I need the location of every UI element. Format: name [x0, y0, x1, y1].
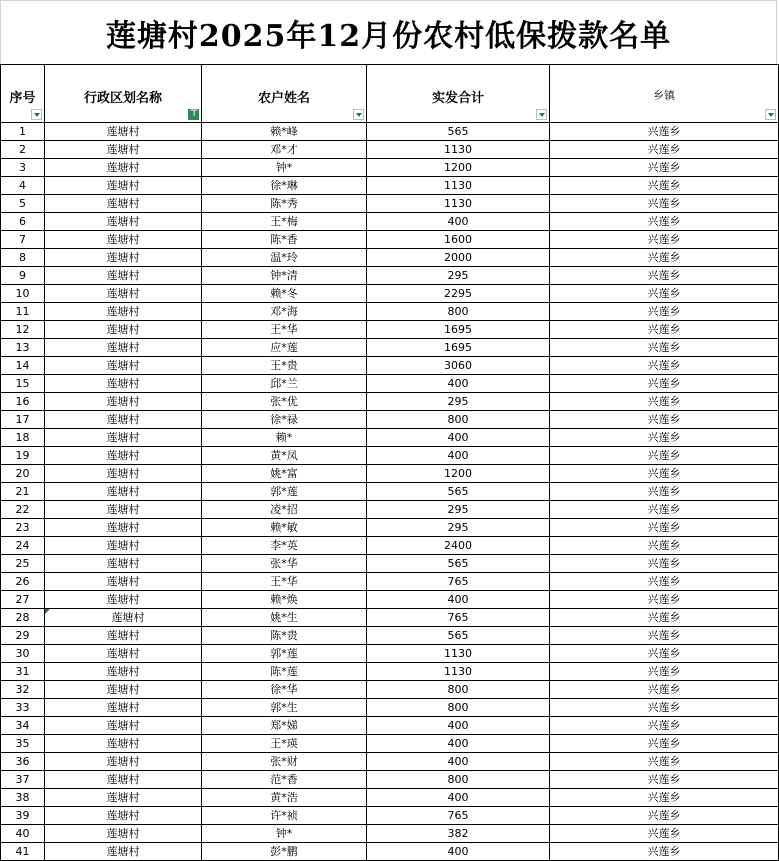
cell-name[interactable]: 张*财 [202, 753, 367, 771]
cell-name[interactable]: 温*玲 [202, 249, 367, 267]
table-row [1, 411, 779, 429]
cell-town[interactable]: 兴莲乡 [550, 429, 779, 447]
table-row [1, 789, 779, 807]
cell-region[interactable]: 莲塘村 [45, 249, 202, 267]
cell-amount[interactable]: 400 [367, 429, 550, 447]
cell-region[interactable]: 莲塘村 [45, 717, 202, 735]
cell-index[interactable]: 27 [1, 591, 45, 609]
cell-name[interactable]: 邱*兰 [202, 375, 367, 393]
cell-index[interactable]: 21 [1, 483, 45, 501]
cell-index[interactable]: 4 [1, 177, 45, 195]
cell-index[interactable]: 32 [1, 681, 45, 699]
cell-name[interactable]: 徐*华 [202, 681, 367, 699]
cell-region[interactable]: 莲塘村 [45, 429, 202, 447]
cell-town[interactable]: 兴莲乡 [550, 735, 779, 753]
cell-region[interactable]: 莲塘村 [45, 573, 202, 591]
cell-amount[interactable]: 400 [367, 717, 550, 735]
cell-town[interactable]: 兴莲乡 [550, 627, 779, 645]
cell-index[interactable]: 12 [1, 321, 45, 339]
cell-index[interactable]: 7 [1, 231, 45, 249]
cell-town[interactable]: 兴莲乡 [550, 231, 779, 249]
cell-town[interactable]: 兴莲乡 [550, 447, 779, 465]
table-row [1, 375, 779, 393]
cell-index[interactable]: 9 [1, 267, 45, 285]
cell-town[interactable]: 兴莲乡 [550, 717, 779, 735]
cell-index[interactable]: 15 [1, 375, 45, 393]
cell-region[interactable]: 莲塘村 [45, 789, 202, 807]
table-row [1, 555, 779, 573]
cell-name[interactable]: 姚*生 [202, 609, 367, 627]
table-row [1, 231, 779, 249]
cell-region[interactable]: 莲塘村 [45, 231, 202, 249]
cell-region[interactable]: 莲塘村 [45, 807, 202, 825]
funnel-icon: ⊤ [190, 109, 199, 119]
cell-region[interactable]: 莲塘村 [45, 537, 202, 555]
cell-amount[interactable]: 400 [367, 375, 550, 393]
cell-name[interactable]: 王*贵 [202, 357, 367, 375]
cell-town[interactable]: 兴莲乡 [550, 771, 779, 789]
table-row [1, 717, 779, 735]
cell-town[interactable]: 兴莲乡 [550, 681, 779, 699]
cell-region[interactable]: 莲塘村 [45, 519, 202, 537]
cell-name[interactable]: 彭*鹏 [202, 843, 367, 861]
table-row [1, 627, 779, 645]
cell-name[interactable]: 钟* [202, 825, 367, 843]
cell-region[interactable]: 莲塘村 [45, 285, 202, 303]
table-row [1, 141, 779, 159]
sheet-title: 莲塘村2025年12月份农村低保拨款名单 [0, 0, 777, 64]
cell-index[interactable]: 6 [1, 213, 45, 231]
cell-amount[interactable]: 1130 [367, 177, 550, 195]
header-label: 序号 [9, 91, 36, 106]
cell-amount[interactable]: 565 [367, 627, 550, 645]
cell-name[interactable]: 郑*娣 [202, 717, 367, 735]
cell-index[interactable]: 29 [1, 627, 45, 645]
cell-name[interactable]: 陈*莲 [202, 663, 367, 681]
cell-amount[interactable]: 2000 [367, 249, 550, 267]
cell-town[interactable]: 兴莲乡 [550, 573, 779, 591]
table-body [1, 123, 779, 861]
table-row [1, 447, 779, 465]
cell-amount[interactable]: 400 [367, 735, 550, 753]
cell-name[interactable]: 陈*贵 [202, 627, 367, 645]
table-row [1, 843, 779, 861]
cell-index[interactable]: 33 [1, 699, 45, 717]
cell-name[interactable]: 应*莲 [202, 339, 367, 357]
cell-name[interactable]: 陈*秀 [202, 195, 367, 213]
cell-name[interactable]: 张*华 [202, 555, 367, 573]
cell-region[interactable]: 莲塘村 [45, 447, 202, 465]
cell-amount[interactable]: 565 [367, 483, 550, 501]
cell-town[interactable]: 兴莲乡 [550, 753, 779, 771]
cell-town[interactable]: 兴莲乡 [550, 519, 779, 537]
cell-town[interactable]: 兴莲乡 [550, 303, 779, 321]
cell-amount[interactable]: 1695 [367, 339, 550, 357]
table-row [1, 645, 779, 663]
cell-index[interactable]: 2 [1, 141, 45, 159]
cell-town[interactable]: 兴莲乡 [550, 411, 779, 429]
cell-town[interactable]: 兴莲乡 [550, 483, 779, 501]
cell-amount[interactable]: 1130 [367, 663, 550, 681]
cell-name[interactable]: 黄*凤 [202, 447, 367, 465]
cell-region[interactable]: 莲塘村 [45, 483, 202, 501]
cell-amount[interactable]: 800 [367, 771, 550, 789]
table-row [1, 249, 779, 267]
cell-amount[interactable]: 1695 [367, 321, 550, 339]
cell-region[interactable]: 莲塘村 [45, 555, 202, 573]
cell-town[interactable]: 兴莲乡 [550, 501, 779, 519]
cell-index[interactable]: 13 [1, 339, 45, 357]
cell-amount[interactable]: 295 [367, 393, 550, 411]
cell-amount[interactable]: 800 [367, 699, 550, 717]
cell-amount[interactable]: 765 [367, 573, 550, 591]
cell-region[interactable]: 莲塘村 [45, 501, 202, 519]
cell-name[interactable]: 黄*浩 [202, 789, 367, 807]
table-row [1, 357, 779, 375]
cell-town[interactable]: 兴莲乡 [550, 357, 779, 375]
cell-region[interactable]: 莲塘村 [45, 393, 202, 411]
cell-name[interactable]: 姚*富 [202, 465, 367, 483]
cell-name[interactable]: 赖*敏 [202, 519, 367, 537]
table-row [1, 123, 779, 141]
cell-name[interactable]: 王*华 [202, 321, 367, 339]
cell-town[interactable]: 兴莲乡 [550, 141, 779, 159]
table-row [1, 735, 779, 753]
header-cell-town[interactable] [550, 65, 779, 123]
cell-town[interactable]: 兴莲乡 [550, 321, 779, 339]
cell-amount[interactable]: 800 [367, 303, 550, 321]
table-row [1, 195, 779, 213]
cell-index[interactable]: 39 [1, 807, 45, 825]
cell-name[interactable]: 范*香 [202, 771, 367, 789]
cell-town[interactable]: 兴莲乡 [550, 393, 779, 411]
cell-index[interactable]: 20 [1, 465, 45, 483]
cell-index[interactable]: 17 [1, 411, 45, 429]
cell-amount[interactable]: 1600 [367, 231, 550, 249]
cell-name[interactable]: 郭*生 [202, 699, 367, 717]
cell-town[interactable]: 兴莲乡 [550, 807, 779, 825]
cell-town[interactable]: 兴莲乡 [550, 663, 779, 681]
cell-index[interactable]: 40 [1, 825, 45, 843]
cell-index[interactable]: 23 [1, 519, 45, 537]
cell-region[interactable]: 莲塘村 [45, 771, 202, 789]
cell-index[interactable]: 19 [1, 447, 45, 465]
table-row [1, 393, 779, 411]
table-row [1, 177, 779, 195]
table-row [1, 699, 779, 717]
cell-town[interactable]: 兴莲乡 [550, 843, 779, 861]
table-row [1, 663, 779, 681]
cell-name[interactable]: 赖*峰 [202, 123, 367, 141]
table-row [1, 825, 779, 843]
cell-name[interactable]: 张*优 [202, 393, 367, 411]
cell-name[interactable]: 邓*海 [202, 303, 367, 321]
cell-index[interactable]: 10 [1, 285, 45, 303]
table-row [1, 483, 779, 501]
cell-name[interactable]: 郭*莲 [202, 645, 367, 663]
cell-town[interactable]: 兴莲乡 [550, 465, 779, 483]
table-row [1, 159, 779, 177]
table-row [1, 807, 779, 825]
cell-index[interactable]: 24 [1, 537, 45, 555]
cell-index[interactable]: 16 [1, 393, 45, 411]
filter-dropdown-icon[interactable] [765, 109, 776, 120]
cell-amount[interactable]: 295 [367, 519, 550, 537]
cell-amount[interactable]: 1130 [367, 195, 550, 213]
cell-index[interactable]: 11 [1, 303, 45, 321]
cell-town[interactable]: 兴莲乡 [550, 591, 779, 609]
cell-town[interactable]: 兴莲乡 [550, 699, 779, 717]
cell-region[interactable]: 莲塘村 [45, 141, 202, 159]
cell-name[interactable]: 赖*焕 [202, 591, 367, 609]
cell-index[interactable]: 41 [1, 843, 45, 861]
table-row [1, 753, 779, 771]
cell-town[interactable]: 兴莲乡 [550, 195, 779, 213]
cell-name[interactable]: 许*祯 [202, 807, 367, 825]
table-row [1, 573, 779, 591]
filter-dropdown-icon[interactable] [31, 109, 42, 120]
cell-name[interactable]: 王*梅 [202, 213, 367, 231]
table-row [1, 213, 779, 231]
cell-amount[interactable]: 400 [367, 591, 550, 609]
filter-dropdown-icon[interactable] [536, 109, 547, 120]
table-row [1, 303, 779, 321]
active-filter-icon[interactable] [188, 109, 199, 120]
header-cell-region[interactable] [45, 65, 202, 123]
cell-amount[interactable]: 400 [367, 789, 550, 807]
cell-region[interactable]: 莲塘村 [45, 609, 202, 627]
cell-town[interactable]: 兴莲乡 [550, 213, 779, 231]
cell-town[interactable]: 兴莲乡 [550, 249, 779, 267]
table-row [1, 267, 779, 285]
cell-name[interactable]: 陈*香 [202, 231, 367, 249]
table-row [1, 537, 779, 555]
table-row [1, 591, 779, 609]
cell-index[interactable]: 22 [1, 501, 45, 519]
cell-region[interactable]: 莲塘村 [45, 177, 202, 195]
cell-index[interactable]: 31 [1, 663, 45, 681]
cell-region[interactable]: 莲塘村 [45, 735, 202, 753]
cell-index[interactable]: 34 [1, 717, 45, 735]
cell-amount[interactable]: 295 [367, 501, 550, 519]
cell-amount[interactable]: 1200 [367, 159, 550, 177]
cell-index[interactable]: 35 [1, 735, 45, 753]
cell-index[interactable]: 5 [1, 195, 45, 213]
cell-name[interactable]: 李*英 [202, 537, 367, 555]
cell-region[interactable]: 莲塘村 [45, 195, 202, 213]
header-cell-index[interactable] [1, 65, 45, 123]
cell-region[interactable]: 莲塘村 [45, 213, 202, 231]
cell-region[interactable]: 莲塘村 [45, 339, 202, 357]
filter-dropdown-icon[interactable] [353, 109, 364, 120]
cell-region[interactable]: 莲塘村 [45, 663, 202, 681]
cell-amount[interactable]: 1130 [367, 141, 550, 159]
cell-name[interactable]: 徐*禄 [202, 411, 367, 429]
cell-index[interactable]: 37 [1, 771, 45, 789]
cell-index[interactable]: 28 [1, 609, 45, 627]
cell-name[interactable]: 赖*冬 [202, 285, 367, 303]
cell-region[interactable]: 莲塘村 [45, 123, 202, 141]
cell-name[interactable]: 钟* [202, 159, 367, 177]
cell-region[interactable]: 莲塘村 [45, 627, 202, 645]
cell-name[interactable]: 凌*招 [202, 501, 367, 519]
cell-town[interactable]: 兴莲乡 [550, 537, 779, 555]
table-row [1, 609, 779, 627]
cell-amount[interactable]: 2400 [367, 537, 550, 555]
header-label: 行政区划名称 [83, 91, 162, 106]
cell-name[interactable]: 赖* [202, 429, 367, 447]
cell-amount[interactable]: 400 [367, 843, 550, 861]
cell-region[interactable]: 莲塘村 [45, 375, 202, 393]
cell-name[interactable]: 钟*清 [202, 267, 367, 285]
cell-name[interactable]: 郭*莲 [202, 483, 367, 501]
cell-amount[interactable]: 2295 [367, 285, 550, 303]
cell-region[interactable]: 莲塘村 [45, 411, 202, 429]
table-row [1, 321, 779, 339]
cell-region[interactable]: 莲塘村 [45, 825, 202, 843]
cell-index[interactable]: 38 [1, 789, 45, 807]
cell-amount[interactable]: 765 [367, 807, 550, 825]
header-cell-amount[interactable] [367, 65, 550, 123]
cell-region[interactable]: 莲塘村 [45, 303, 202, 321]
cell-region[interactable]: 莲塘村 [45, 357, 202, 375]
cell-region[interactable]: 莲塘村 [45, 645, 202, 663]
cell-name[interactable]: 邓*才 [202, 141, 367, 159]
cell-index[interactable]: 1 [1, 123, 45, 141]
table-row [1, 465, 779, 483]
cell-region[interactable]: 莲塘村 [45, 843, 202, 861]
cell-amount[interactable]: 400 [367, 447, 550, 465]
cell-town[interactable]: 兴莲乡 [550, 789, 779, 807]
cell-town[interactable]: 兴莲乡 [550, 609, 779, 627]
cell-name[interactable]: 王*华 [202, 573, 367, 591]
cell-amount[interactable]: 1130 [367, 645, 550, 663]
error-indicator-icon[interactable] [45, 609, 50, 614]
cell-index[interactable]: 3 [1, 159, 45, 177]
cell-index[interactable]: 30 [1, 645, 45, 663]
cell-region[interactable]: 莲塘村 [45, 699, 202, 717]
cell-town[interactable]: 兴莲乡 [550, 375, 779, 393]
header-label: 实发合计 [431, 91, 484, 106]
cell-region[interactable]: 莲塘村 [45, 465, 202, 483]
data-table [0, 64, 779, 861]
cell-town[interactable]: 兴莲乡 [550, 123, 779, 141]
cell-region[interactable]: 莲塘村 [45, 591, 202, 609]
cell-region[interactable]: 莲塘村 [45, 753, 202, 771]
cell-amount[interactable]: 295 [367, 267, 550, 285]
cell-index[interactable]: 8 [1, 249, 45, 267]
cell-amount[interactable]: 565 [367, 555, 550, 573]
cell-town[interactable]: 兴莲乡 [550, 285, 779, 303]
header-cell-name[interactable] [202, 65, 367, 123]
cell-amount[interactable]: 400 [367, 753, 550, 771]
cell-region[interactable]: 莲塘村 [45, 321, 202, 339]
cell-amount[interactable]: 565 [367, 123, 550, 141]
cell-index[interactable]: 25 [1, 555, 45, 573]
table-row [1, 501, 779, 519]
cell-town[interactable]: 兴莲乡 [550, 825, 779, 843]
cell-amount[interactable]: 1200 [367, 465, 550, 483]
cell-amount[interactable]: 800 [367, 411, 550, 429]
cell-name[interactable]: 王*瑛 [202, 735, 367, 753]
cell-amount[interactable]: 400 [367, 213, 550, 231]
cell-region[interactable]: 莲塘村 [45, 681, 202, 699]
cell-amount[interactable]: 382 [367, 825, 550, 843]
cell-amount[interactable]: 800 [367, 681, 550, 699]
cell-town[interactable]: 兴莲乡 [550, 159, 779, 177]
cell-region[interactable]: 莲塘村 [45, 267, 202, 285]
cell-town[interactable]: 兴莲乡 [550, 177, 779, 195]
cell-town[interactable]: 兴莲乡 [550, 267, 779, 285]
cell-amount[interactable]: 3060 [367, 357, 550, 375]
table-row [1, 285, 779, 303]
cell-index[interactable]: 36 [1, 753, 45, 771]
header-label: 农户姓名 [257, 91, 310, 106]
cell-town[interactable]: 兴莲乡 [550, 645, 779, 663]
header-row [1, 65, 779, 123]
cell-town[interactable]: 兴莲乡 [550, 339, 779, 357]
table-row [1, 771, 779, 789]
header-label: 乡镇 [653, 89, 675, 102]
cell-index[interactable]: 18 [1, 429, 45, 447]
cell-index[interactable]: 14 [1, 357, 45, 375]
cell-index[interactable]: 26 [1, 573, 45, 591]
cell-amount[interactable]: 765 [367, 609, 550, 627]
table-row [1, 519, 779, 537]
table-row [1, 339, 779, 357]
table-row [1, 429, 779, 447]
cell-region[interactable]: 莲塘村 [45, 159, 202, 177]
table-row [1, 681, 779, 699]
cell-town[interactable]: 兴莲乡 [550, 555, 779, 573]
cell-name[interactable]: 徐*琳 [202, 177, 367, 195]
